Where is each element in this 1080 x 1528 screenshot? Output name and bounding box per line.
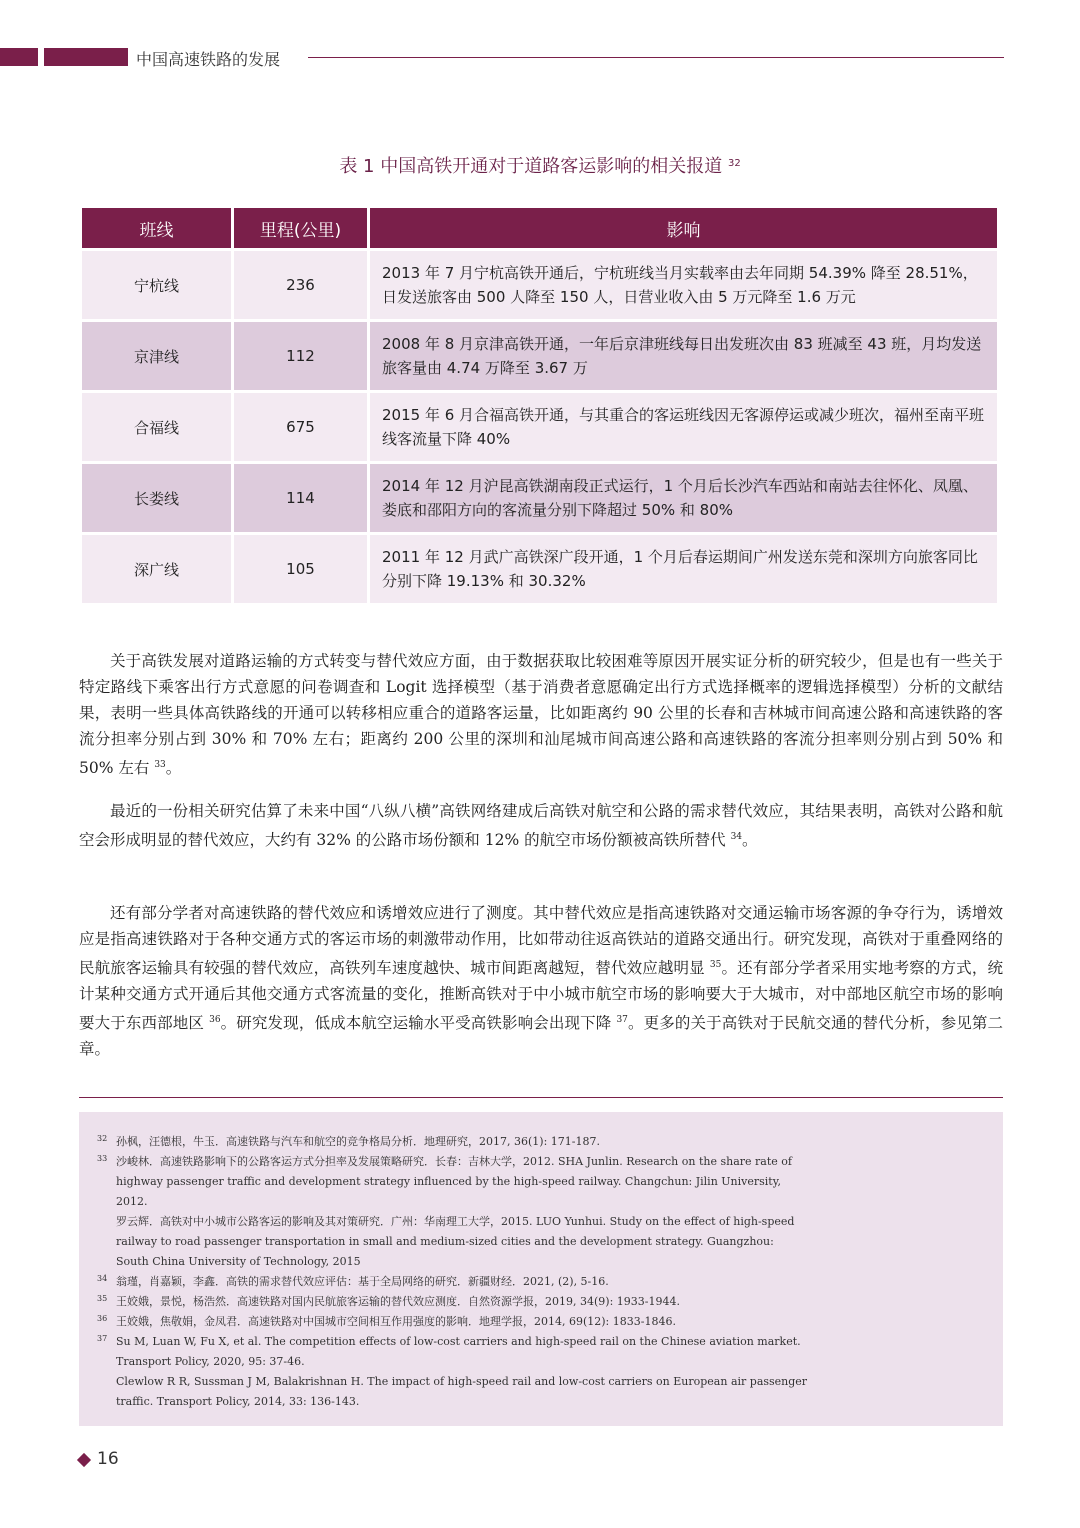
table-row	[82, 464, 997, 532]
cell-line: 宁杭线	[82, 251, 231, 319]
cell-distance: 675	[234, 393, 367, 461]
cell-impact: 2011 年 12 月武广高铁深广段开通，1 个月后春运期间广州发送东莞和深圳方向旅客同比分别下降 19.13% 和 30.32%	[370, 535, 997, 603]
footnote-34: 34 翁瑾，肖嘉颖，李鑫．高铁的需求替代效应评估：基于全局网络的研究．新疆财经．2021, (2), 5-16.	[97, 1274, 609, 1288]
cell-impact: 2014 年 12 月沪昆高铁湖南段正式运行，1 个月后长沙汽车西站和南站去往怀化、凤凰、娄底和邵阳方向的客流量分别下降超过 50% 和 80%	[370, 464, 997, 532]
cell-impact: 2013 年 7 月宁杭高铁开通后，宁杭班线当月实载率由去年同期 54.39% 降至 28.51%，日发送旅客由 500 人降至 150 人，日营业收入由 5 万元降至 1.6 万元	[370, 251, 997, 319]
footnote-35: 35 王姣娥，景悦，杨浩然．高速铁路对国内民航旅客运输的替代效应测度．自然资源学报，2019, 34(9): 1933-1944.	[97, 1294, 680, 1308]
cell-distance: 112	[234, 322, 367, 390]
header-bar-left	[0, 48, 38, 66]
caption-footnote-ref: 32	[727, 158, 741, 169]
cell-impact: 2008 年 8 月京津高铁开通，一年后京津班线每日出发班次由 83 班减至 43 班，月均发送旅客量由 4.74 万降至 3.67 万	[370, 322, 997, 390]
footnote-33: 33 沙峻林．高速铁路影响下的公路客运方式分担率及发展策略研究．长春：吉林大学，2012. SHA Junlin. Research on the share rate of highway passenger traffic and development strategy influenced by the high-speed railway. Changchun: Jilin University, 2012. 罗云辉．高铁对中小城市公路客运的影响及其对策研究．广州：华南理工大学，2015. LUO Yunhui. Study on the effect of high-speed railway to road passenger transportation in small and medium-sized cities and the development strategy. Guangzhou: South China University of Technology, 2015	[97, 1154, 795, 1268]
footnote-36: 36 王姣娥，焦敬娟，金凤君．高速铁路对中国城市空间相互作用强度的影响．地理学报，2014, 69(12): 1833-1846.	[97, 1314, 676, 1328]
col-header-line: 班线	[82, 208, 231, 248]
cell-impact: 2015 年 6 月合福高铁开通，与其重合的客运班线因无客源停运或减少班次，福州至南平班线客流量下降 40%	[370, 393, 997, 461]
cell-line: 合福线	[82, 393, 231, 461]
footnote-ref-37: 37	[616, 1015, 628, 1026]
header-rule	[308, 57, 1004, 58]
table-row	[82, 535, 997, 603]
body-paragraph-1: 关于高铁发展对道路运输的方式转变与替代效应方面，由于数据获取比较困难等原因开展实证分析的研究较少，但是也有一些关于特定路线下乘客出行方式意愿的问卷调查和 Logit 选择模型（基于消费者意愿确定出行方式选择概率的逻辑选择模型）分析的文献结果，表明一些具体高铁路线的开通可以转移相应重合的道路客运量，比如距离约 90 公里的长春和吉林城市间高速公路和高速铁路的客流分担率分别占到 30% 和 70% 左右；距离约 200 公里的深圳和汕尾城市间高速公路和高速铁路的客流分担率则分别占到 50% 和 50% 左右 $^{33}$。	[79, 652, 1003, 778]
cell-distance: 114	[234, 464, 367, 532]
table-row	[82, 393, 997, 461]
cell-distance: 236	[234, 251, 367, 319]
header-bar-right	[44, 48, 128, 66]
table-row	[82, 251, 997, 319]
running-header-title: 中国高速铁路的发展	[136, 50, 281, 69]
cell-distance: 105	[234, 535, 367, 603]
footnote-37: 37 Su M, Luan W, Fu X, et al. The competition effects of low-cost carriers and high-speed rail on the Chinese aviation market. Transport Policy, 2020, 95: 37-46. Clewlow R R, Sussman J M, Balakrishnan H. The impact of high-speed rail and low-cost carriers on European air passenger traffic. Transport Policy, 2014, 33: 136-143.	[97, 1334, 808, 1408]
impact-table	[79, 205, 1000, 606]
body-paragraph-2: 最近的一份相关研究估算了未来中国“八纵八横”高铁网络建成后高铁对航空和公路的需求替代效应，其结果表明，高铁对公路和航空会形成明显的替代效应，大约有 32% 的公路市场份额和 12% 的航空市场份额被高铁所替代 $^{34}$。	[79, 802, 1003, 850]
col-header-impact: 影响	[370, 208, 997, 248]
footnote-ref-34: 34	[730, 832, 743, 842]
col-header-distance: 里程(公里)	[234, 208, 367, 248]
table-row	[82, 322, 997, 390]
cell-line: 京津线	[82, 322, 231, 390]
diamond-icon	[77, 1453, 91, 1467]
footnote-32: 32 孙枫，汪德根，牛玉．高速铁路与汽车和航空的竞争格局分析．地理研究，2017, 36(1): 171-187.	[97, 1134, 600, 1148]
cell-line: 深广线	[82, 535, 231, 603]
table-header-row	[82, 208, 997, 248]
footnote-ref-36: 36	[209, 1015, 221, 1026]
table-caption: 表 1 中国高铁开通对于道路客运影响的相关报道 $^{32}$	[339, 156, 741, 177]
body-paragraph-3: 还有部分学者对高速铁路的替代效应和诱增效应进行了测度。其中替代效应是指高速铁路对交通运输市场客源的争夺行为，诱增效应是指高速铁路对于各种交通方式的客运市场的刺激带动作用，比如带动往返高铁站的道路交通出行。研究发现，高铁对于重叠网络的民航旅客运输具有较强的替代效应，高铁列车速度越快、城市间距离越短，替代效应越明显 $^{35}$。还有部分学者采用实地考察的方式，统计某种交通方式开通后其他交通方式客流量的变化，推断高铁对于中小城市航空市场的影响要大于大城市，对中部地区航空市场的影响要大于东西部地区 $^{36}$。研究发现，低成本航空运输水平受高铁影响会出现下降 $^{37}$。更多的关于高铁对于民航交通的替代分析，参见第二章。	[79, 904, 1003, 1059]
cell-line: 长娄线	[82, 464, 231, 532]
footnote-ref-33: 33	[154, 760, 166, 770]
footnote-rule	[79, 1097, 1003, 1098]
page-number: 16	[97, 1449, 119, 1469]
footnote-ref-35: 35	[709, 960, 722, 970]
